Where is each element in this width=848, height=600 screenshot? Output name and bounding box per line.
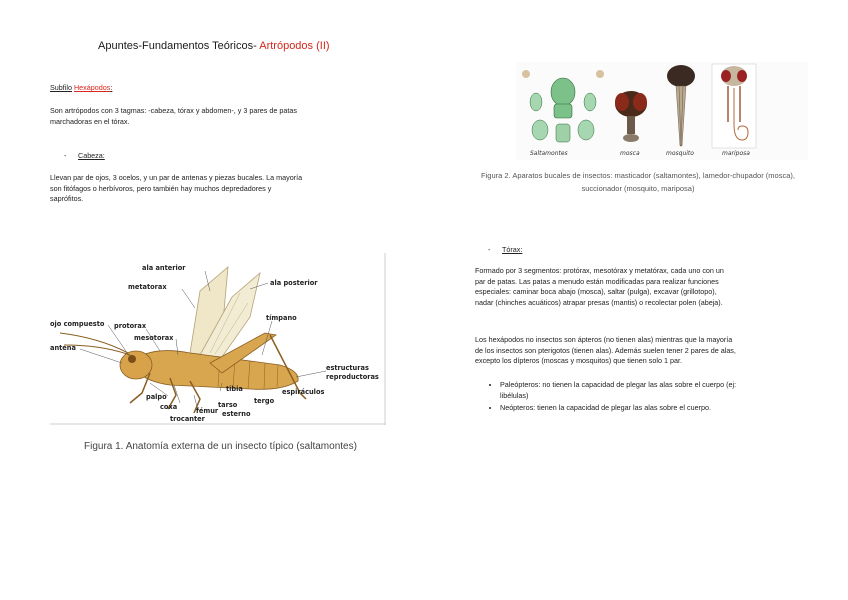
thorax-line-1: Formado por 3 segmentos: protórax, mesotórax y metatórax, cada uno con un [475, 266, 724, 275]
label-mosquito: mosquito [666, 150, 694, 157]
thorax-heading [488, 245, 522, 256]
thorax-title: Tórax: [502, 245, 523, 254]
wings-line-3: excepto los dípteros (moscas y mosquitos) que tienen solo 1 par. [475, 356, 682, 365]
label-protorax: protorax [114, 322, 147, 330]
label-antena: antena [50, 344, 76, 352]
head-bullet: - [64, 151, 67, 160]
list-item [500, 380, 806, 401]
label-mesotorax: mesotorax [134, 334, 174, 342]
label-mariposa: mariposa [722, 150, 750, 157]
figure-2-caption-line-1: Figura 2. Aparatos bucales de insectos: masticador (saltamontes), lamedor-chupador (mosca), [481, 171, 795, 180]
figure-2-caption-line-2: succionador (mosquito, mariposa) [581, 184, 695, 193]
head-line-3: saprófitos. [50, 194, 84, 203]
intro-line-2: marchadoras en el tórax. [50, 116, 130, 126]
label-femur: fémur [196, 407, 219, 415]
label-saltamontes: Saltamontes [530, 150, 568, 157]
label-palpo: palpo [146, 393, 167, 401]
figure-1-caption: Figura 1. Anatomía externa de un insecto típico (saltamontes) [84, 441, 357, 452]
document-title [98, 40, 330, 52]
label-timpano: tímpano [266, 314, 297, 322]
label-ala-anterior: ala anterior [142, 264, 186, 272]
label-metatorax: metatorax [128, 283, 167, 291]
subphylum-label: Subfilo [50, 83, 72, 92]
list-item [500, 403, 806, 414]
subphylum-name: Hexápodos [73, 83, 111, 92]
wings-paragraph [475, 335, 736, 367]
label-esterno: esterno [222, 410, 251, 418]
label-ala-posterior: ala posterior [270, 279, 318, 287]
label-coxa: coxa [160, 403, 178, 411]
wings-list [486, 380, 806, 416]
head-heading [64, 151, 105, 162]
thorax-line-3: especiales: caminar boca abajo (mosca), saltar (pulga), excavar (grillotopo), [475, 287, 717, 296]
head-line-1: Llevan par de ojos, 3 ocelos, y un par de antenas y piezas bucales. La mayoría [50, 173, 303, 182]
thorax-line-4: nadar (chinches acuáticos) atrapar presas (mantis) o recolectar polen (abeja). [475, 297, 723, 307]
thorax-bullet: - [488, 245, 491, 254]
intro-paragraph [50, 106, 297, 127]
thorax-paragraph [475, 266, 724, 308]
list-item-line-2: libélulas) [500, 390, 529, 400]
mariposa-mouthparts [712, 64, 756, 148]
figure-2-caption [462, 169, 814, 195]
title-highlight: Artrópodos (II) [259, 40, 330, 52]
wings-line-1: Los hexápodos no insectos son ápteros (no tienen alas) mientras que la mayoría [475, 335, 733, 344]
head-title: Cabeza: [78, 151, 105, 160]
label-estructuras: estructuras [326, 364, 369, 372]
label-mosca: mosca [620, 150, 640, 157]
label-ojo-compuesto: ojo compuesto [50, 320, 105, 328]
figure-2-mouthparts [516, 62, 808, 160]
list-item-line-1: • Neópteros: tienen la capacidad de plegar las alas sobre el cuerpo. [500, 403, 711, 412]
label-trocanter: trocanter [170, 415, 205, 423]
label-tarso: tarso [218, 401, 238, 409]
label-tergo: tergo [254, 397, 275, 405]
head-paragraph [50, 173, 302, 205]
subphylum-colon: : [110, 83, 113, 92]
thorax-line-2: par de patas. Las patas a menudo están modificadas para realizar funciones [475, 276, 719, 286]
list-item-line-1: • Paleópteros: no tienen la capacidad de plegar las alas sobre el cuerpo (ej: [500, 380, 737, 389]
subphylum-heading [50, 83, 112, 94]
grasshopper-illustration [50, 253, 386, 425]
label-espiraculos: espiráculos [282, 388, 325, 396]
label-reproductoras: reproductoras [326, 373, 379, 381]
intro-line-1: Son artrópodos con 3 tagmas: -cabeza, tórax y abdomen-, y 3 pares de patas [50, 106, 297, 115]
wings-line-2: de los insectos son pterigotos (tienen alas). Además suelen tener 2 pares de alas, [475, 345, 736, 355]
head-line-2: son fitófagos o herbívoros, pero también hay muchos depredadores y [50, 183, 272, 193]
label-tibia: tibia [226, 385, 243, 393]
mouthparts-illustration [516, 62, 808, 160]
title-main: Apuntes-Fundamentos Teóricos- [98, 40, 257, 52]
figure-1-grasshopper [50, 253, 386, 425]
